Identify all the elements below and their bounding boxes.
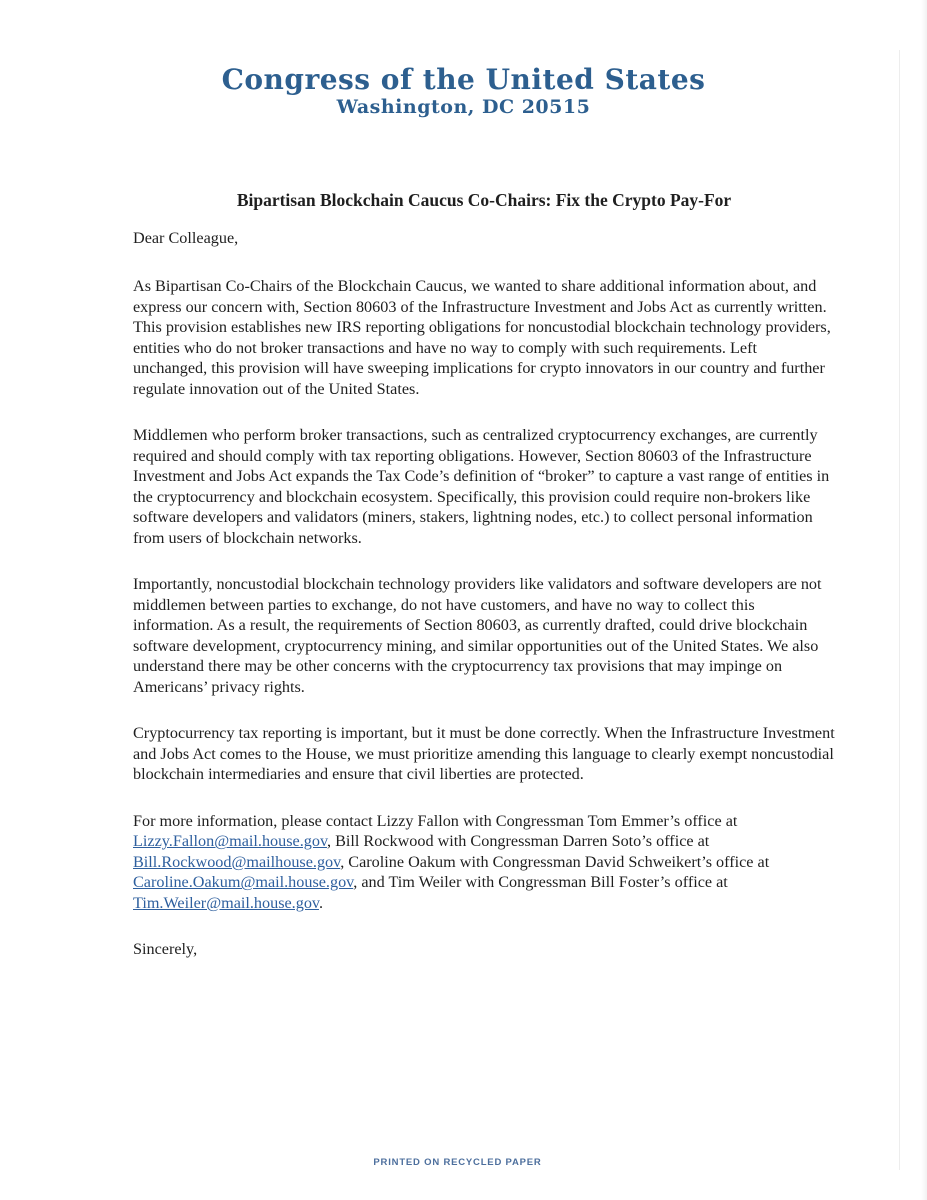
closing: Sincerely,	[133, 940, 198, 959]
paragraph-1: As Bipartisan Co-Chairs of the Blockchain Caucus, we wanted to share additional information about, and express our concern with, Section 80603 of the Infrastructure Investment and Jobs Act as currently written. This provision establishes new IRS reporting obligations for noncustodial blockchain technology providers, entities who do not broker transactions and have no way to comply with such requirements. Left unchanged, this provision will have sweeping implications for crypto innovators in our country and further regulate innovation out of the United States.	[133, 277, 831, 398]
email-link[interactable]: Caroline.Oakum@mail.house.gov	[133, 873, 354, 892]
letter-body	[133, 190, 835, 960]
scan-artifact-line	[899, 50, 900, 1170]
email-link[interactable]: Lizzy.Fallon@mail.house.gov	[133, 832, 327, 851]
contact-text: , Caroline Oakum with Congressman David Schweikert’s office at	[340, 852, 770, 871]
email-link[interactable]: Bill.Rockwood@mailhouse.gov	[133, 852, 341, 871]
recycled-paper-notice: PRINTED ON RECYCLED PAPER	[373, 1157, 542, 1168]
paragraph-2: Middlemen who perform broker transactions, such as centralized cryptocurrency exchanges, are currently required and should comply with tax reporting obligations. However, Section 80603 of the Infrastructure Investment and Jobs Act expands the Tax Code’s definition of “broker” to capture a vast range of entities in the cryptocurrency and blockchain ecosystem. Specifically, this provision could require non-brokers like software developers and validators (miners, stakers, lightning nodes, etc.) to collect personal information from users of blockchain networks.	[133, 426, 830, 547]
letter-subject-title: Bipartisan Blockchain Caucus Co-Chairs: Fix the Crypto Pay-For	[236, 189, 732, 210]
congressional-letterhead	[0, 0, 927, 120]
contact-text: For more information, please contact Lizzy Fallon with Congressman Tom Emmer’s office at	[133, 811, 738, 830]
paragraph-4: Cryptocurrency tax reporting is important, but it must be done correctly. When the Infrastructure Investment and Jobs Act comes to the House, we must prioritize amending this language to clearly exempt noncustodial blockchain intermediaries and ensure that civil liberties are protected.	[133, 724, 835, 784]
contact-text: , and Tim Weiler with Congressman Bill Foster’s office at	[353, 873, 728, 892]
contact-paragraph	[133, 811, 835, 914]
letterhead-title: Congress of the United States	[221, 63, 706, 96]
contact-text: .	[318, 893, 324, 912]
paragraph-3: Importantly, noncustodial blockchain technology providers like validators and software developers are not middlemen between parties to exchange, do not have customers, and have no way to collect this information. As a result, the requirements of Section 80603, as currently drafted, could drive blockchain software development, cryptocurrency mining, and similar opportunities out of the United States. We also understand there may be other concerns with the cryptocurrency tax provisions that may impinge on Americans’ privacy rights.	[133, 575, 822, 696]
email-link[interactable]: Tim.Weiler@mail.house.gov	[133, 893, 319, 912]
contact-text: , Bill Rockwood with Congressman Darren Soto’s office at	[326, 832, 710, 851]
letterhead-address: Washington, DC 20515	[336, 96, 591, 119]
salutation: Dear Colleague,	[133, 228, 239, 247]
scan-artifact-edge	[921, 0, 927, 1200]
